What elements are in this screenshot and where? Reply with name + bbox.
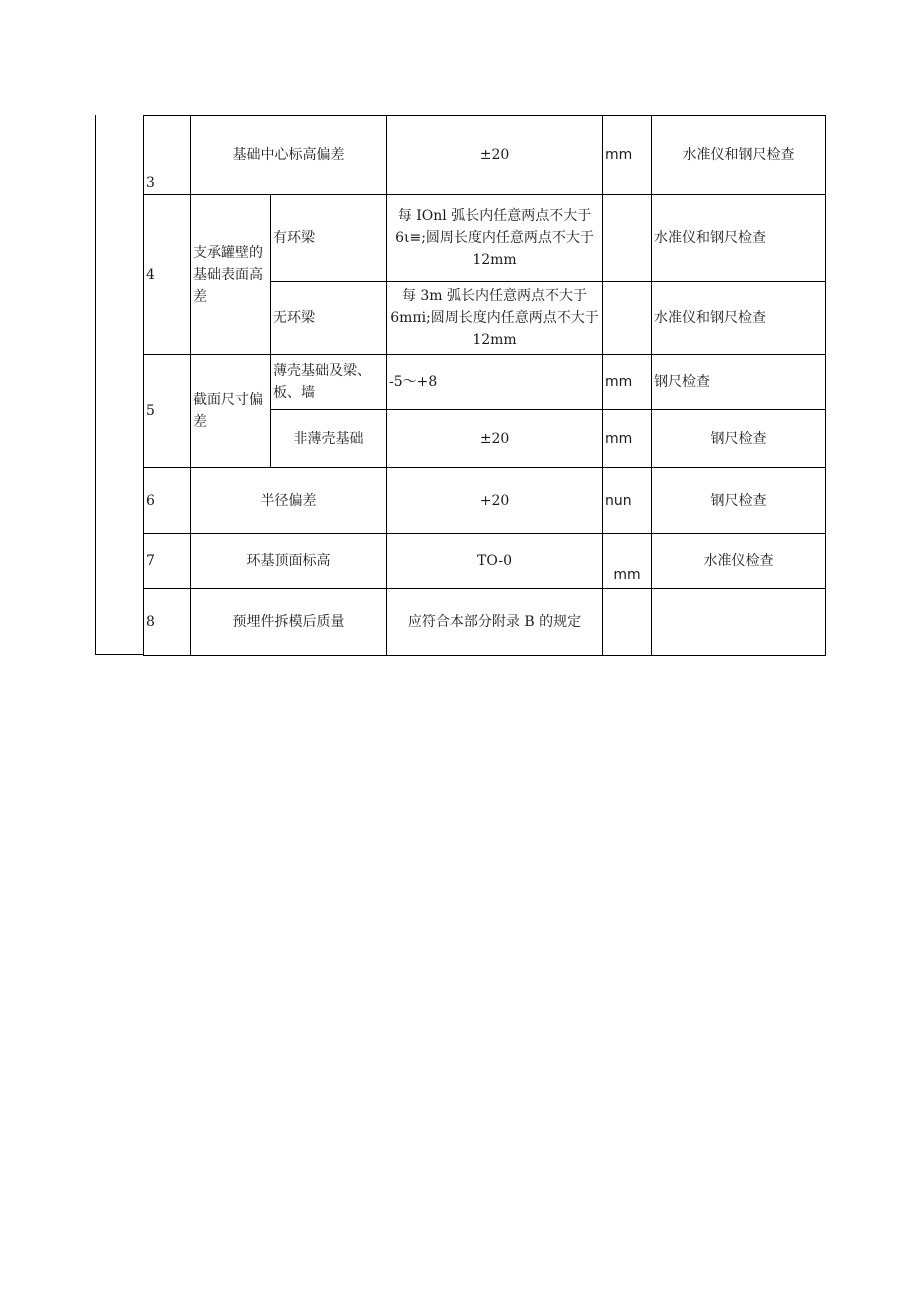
inspection-method: 水准仪和钢尺检查 bbox=[652, 116, 826, 195]
inspection-method: 水准仪检查 bbox=[652, 534, 826, 589]
sub-item-name: 薄壳基础及梁、板、墙 bbox=[271, 355, 387, 410]
allowed-deviation: -5～+8 bbox=[387, 355, 603, 410]
item-name: 半径偏差 bbox=[191, 468, 387, 534]
table-row bbox=[144, 534, 826, 589]
allowed-deviation: ±20 bbox=[387, 410, 603, 468]
inspection-method: 钢尺检查 bbox=[652, 410, 826, 468]
allowed-deviation: +20 bbox=[387, 468, 603, 534]
outer-left-border bbox=[95, 115, 96, 655]
allowed-deviation: TO-0 bbox=[387, 534, 603, 589]
inspection-method bbox=[652, 589, 826, 656]
table-row bbox=[144, 355, 826, 410]
table-row bbox=[144, 195, 826, 282]
row-number: 8 bbox=[144, 589, 191, 656]
allowed-deviation: ±20 bbox=[387, 116, 603, 195]
row-number: 3 bbox=[144, 116, 191, 195]
table-row bbox=[144, 116, 826, 195]
sub-item-name: 有环梁 bbox=[271, 195, 387, 282]
unit bbox=[603, 589, 652, 656]
sub-item-name: 无环梁 bbox=[271, 282, 387, 355]
unit: mm bbox=[603, 116, 652, 195]
unit bbox=[603, 195, 652, 282]
allowed-deviation: 每 3m 弧长内任意两点不大于 6mπi;圆周长度内任意两点不大于 12mm bbox=[387, 282, 603, 355]
item-name: 基础中心标高偏差 bbox=[191, 116, 387, 195]
inspection-method: 水准仪和钢尺检查 bbox=[652, 282, 826, 355]
allowed-deviation: 每 IOnl 弧长内任意两点不大于 6ι≡;圆周长度内任意两点不大于 12mm bbox=[387, 195, 603, 282]
sub-item-name: 非薄壳基础 bbox=[271, 410, 387, 468]
item-name: 预埋件拆模后质量 bbox=[191, 589, 387, 656]
item-name: 截面尺寸偏差 bbox=[191, 355, 271, 468]
item-name: 支承罐壁的基础表面高差 bbox=[191, 195, 271, 355]
unit: mm bbox=[603, 410, 652, 468]
allowed-deviation: 应符合本部分附录 B 的规定 bbox=[387, 589, 603, 656]
inspection-method: 水准仪和钢尺检查 bbox=[652, 195, 826, 282]
unit: nun bbox=[603, 468, 652, 534]
inspection-method: 钢尺检查 bbox=[652, 468, 826, 534]
unit: mm bbox=[603, 355, 652, 410]
tolerance-table bbox=[143, 115, 826, 656]
row-number: 4 bbox=[144, 195, 191, 355]
unit: mm bbox=[603, 534, 652, 589]
table-row bbox=[144, 589, 826, 656]
row-number: 5 bbox=[144, 355, 191, 468]
unit bbox=[603, 282, 652, 355]
outer-bottom-border bbox=[95, 654, 144, 655]
item-name: 环基顶面标高 bbox=[191, 534, 387, 589]
row-number: 7 bbox=[144, 534, 191, 589]
table-row bbox=[144, 468, 826, 534]
row-number: 6 bbox=[144, 468, 191, 534]
inspection-method: 钢尺检查 bbox=[652, 355, 826, 410]
